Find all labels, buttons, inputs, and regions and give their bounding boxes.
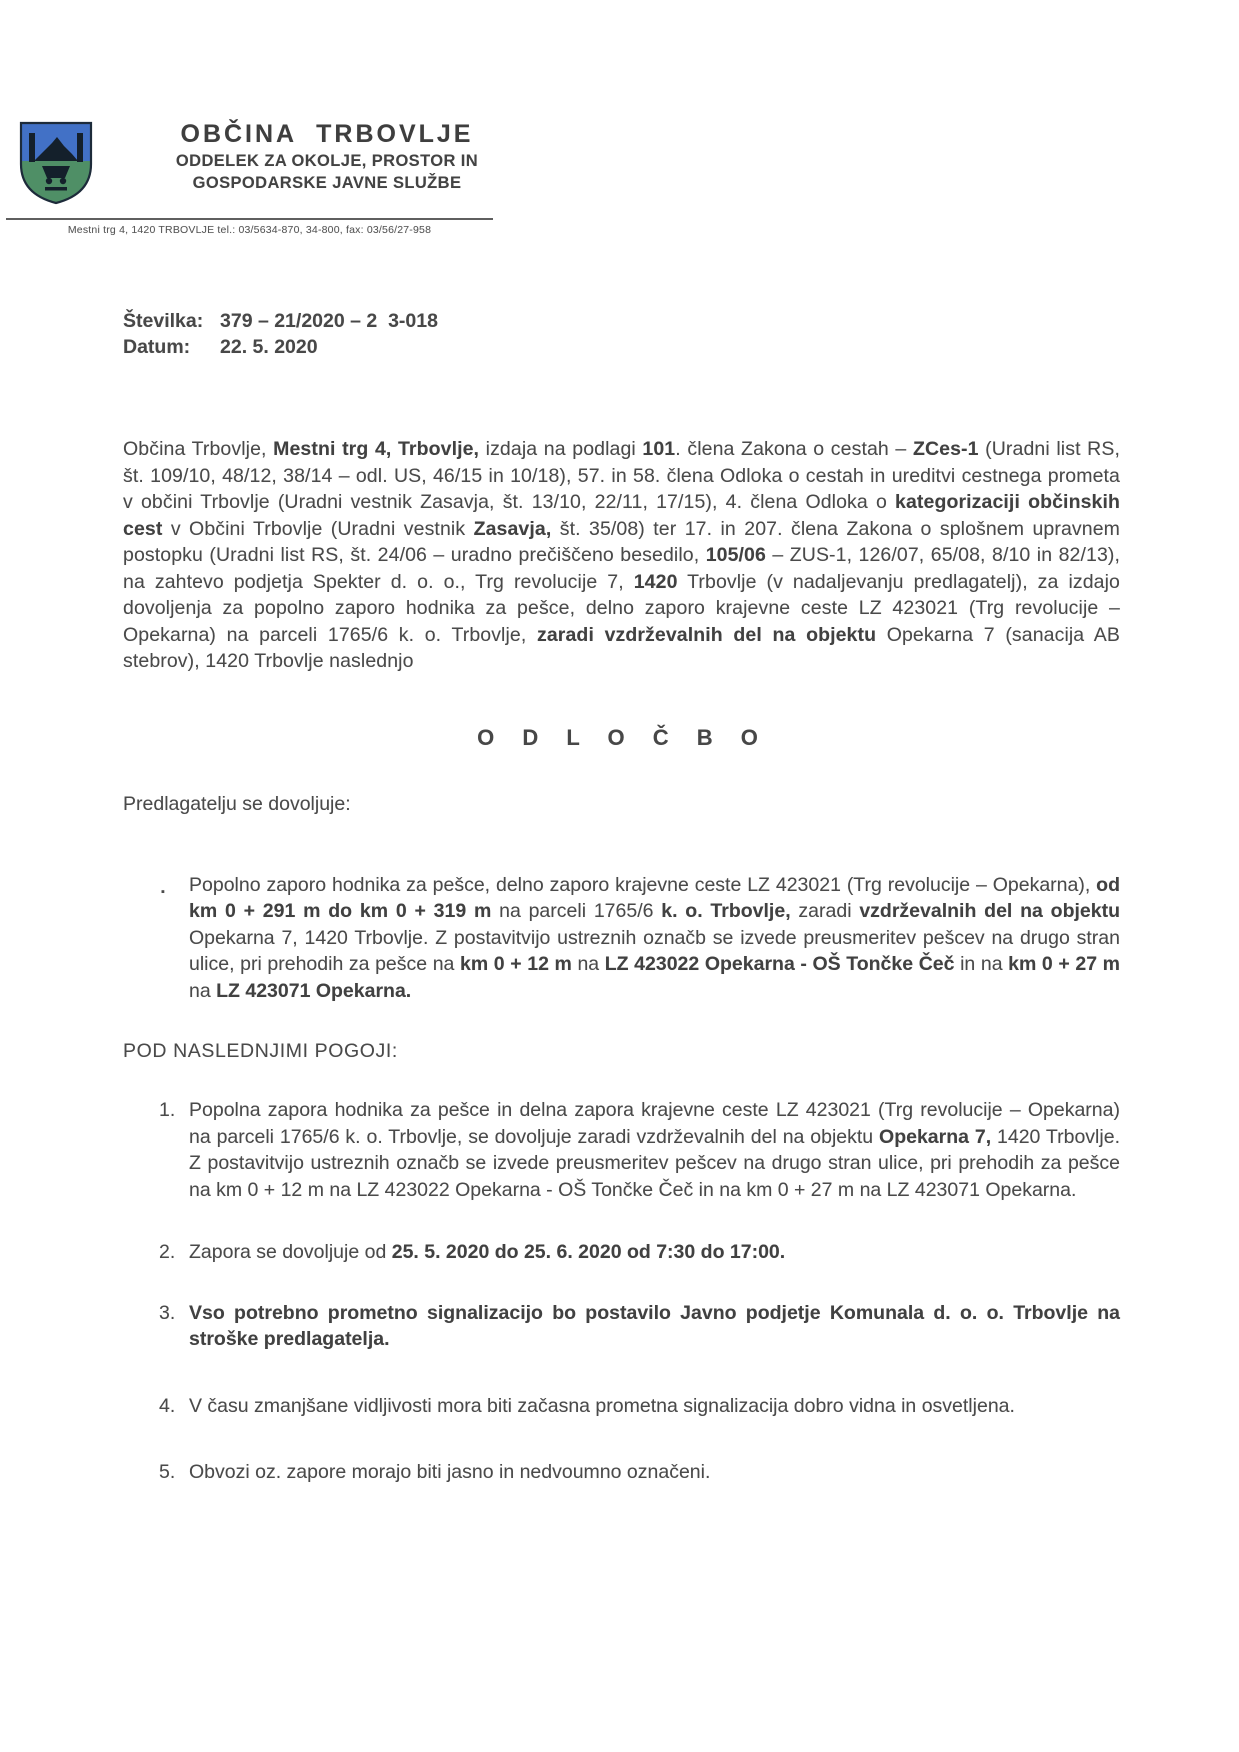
document-meta	[123, 308, 1120, 360]
condition-text: Obvozi oz. zapore morajo biti jasno in nedvoumno označeni.	[189, 1461, 711, 1483]
letterhead	[17, 0, 1239, 211]
letterhead-divider	[6, 218, 493, 238]
legal-basis-paragraph: Občina Trbovlje, Mestni trg 4, Trbovlje, izdaja na podlagi 101. člena Zakona o cestah – ZCes-1 (Uradni list RS, št. 109/10, 48/12, 38/14 – odl. US, 46/15 in 10/18), 57. in 58. člena Odloka o cestah in ureditvi cestnega prometa v občini Trbovlje (Uradni vestnik Zasavja, št. 13/10, 22/11, 17/15), 4. člena Odloka o kategorizaciji občinskih cest v Občini Trbovlje (Uradni vestnik Zasavja, št. 35/08) ter 17. in 207. člena Zakona o splošnem upravnem postopku (Uradni list RS, št. 24/06 – uradno prečiščeno besedilo, 105/06 – ZUS-1, 126/07, 65/08, 8/10 in 82/13), na zahtevo podjetja Spekter d. o. o., Trg revolucije 7, 1420 Trbovlje (v nadaljevanju predlagatelj), za izdajo dovoljenja za popolno zaporo hodnika za pešce, delno zaporo krajevne ceste LZ 423021 (Trg revolucije – Opekarna) na parceli 1765/6 k. o. Trbovlje, zaradi vzdrževalnih del na objektu Opekarna 7 (sanacija AB stebrov), 1420 Trbovlje naslednjo	[123, 438, 1121, 672]
conditions-heading: POD NASLEDNJIMI POGOJI:	[123, 1040, 398, 1062]
condition-number: 1.	[159, 1099, 176, 1121]
condition-item-4	[123, 1393, 1120, 1420]
condition-text: Zapora se dovoljuje od 25. 5. 2020 do 25. 6. 2020 od 7:30 do 17:00.	[189, 1241, 786, 1263]
department-line-2: GOSPODARSKE JAVNE SLUŽBE	[192, 174, 462, 192]
condition-item-2	[123, 1239, 1120, 1266]
condition-text: Vso potrebno prometno signalizacijo bo postavilo Javno podjetje Komunala d. o. o. Trbovlje na stroške predlagatelja.	[189, 1301, 1120, 1350]
condition-number: 5.	[159, 1461, 176, 1483]
permission-bullet-item	[123, 872, 1120, 1005]
organization-name: OBČINA TRBOVLJE	[180, 120, 474, 148]
date-label: Datum:	[123, 336, 191, 358]
condition-item-1	[123, 1097, 1120, 1203]
condition-text: Popolna zapora hodnika za pešce in delna zapora krajevne ceste LZ 423021 (Trg revolucije – Opekarna) na parceli 1765/6 k. o. Trbovlje, se dovoljuje zaradi vzdrževalnih del na objektu Opekarna 7, 1420 Trbovlje. Z postavitvijo ustreznih označb se izvede preusmeritev pešcev na drugo stran ulice, pri prehodih za pešce na km 0 + 12 m na LZ 423022 Opekarna - OŠ Tončke Čeč in na km 0 + 27 m na LZ 423071 Opekarna.	[189, 1099, 1120, 1201]
permission-bullet-text: Popolno zaporo hodnika za pešce, delno zaporo krajevne ceste LZ 423021 (Trg revolucije – Opekarna), od km 0 + 291 m do km 0 + 319 m na parceli 1765/6 k. o. Trbovlje, zaradi vzdrževalnih del na objektu Opekarna 7, 1420 Trbovlje. Z postavitvijo ustreznih označb se izvede preusmeritev pešcev na drugo stran ulice, pri prehodih za pešce na km 0 + 12 m na LZ 423022 Opekarna - OŠ Tončke Čeč in na km 0 + 27 m na LZ 423071 Opekarna.	[189, 873, 1121, 1002]
right-chimney	[77, 133, 83, 162]
condition-item-3	[123, 1300, 1120, 1353]
date-row	[123, 334, 1120, 360]
address-line: Mestni trg 4, 1420 TRBOVLJE tel.: 03/5634-870, 34-800, fax: 03/56/27-958	[67, 224, 432, 236]
department-line-1: ODDELEK ZA OKOLJE, PROSTOR IN	[175, 152, 479, 170]
coat-of-arms-icon	[17, 120, 95, 206]
cart-rail	[45, 187, 67, 191]
condition-number: 3.	[159, 1301, 176, 1324]
reference-number-value: 379 – 21/2020 – 2 3-018	[220, 310, 438, 332]
condition-number: 4.	[159, 1394, 176, 1417]
bullet-icon: ▪	[161, 885, 165, 898]
permission-intro-line: Predlagatelju se dovoljuje:	[123, 792, 351, 815]
cart-wheel-right	[60, 178, 66, 184]
letterhead-text	[147, 120, 507, 193]
cart-wheel-left	[46, 178, 52, 184]
municipal-coat-of-arms	[17, 120, 97, 211]
date-value: 22. 5. 2020	[220, 336, 318, 358]
document-body	[0, 308, 1239, 1486]
condition-item-5	[123, 1459, 1120, 1486]
left-chimney	[29, 133, 35, 162]
condition-number: 2.	[159, 1241, 176, 1263]
reference-number-row	[123, 308, 1120, 334]
reference-number-label: Številka:	[123, 310, 204, 332]
condition-text: V času zmanjšane vidljivosti mora biti začasna prometna signalizacija dobro vidna in osvetljena.	[189, 1394, 1015, 1417]
decision-heading: O D L O Č B O	[477, 724, 766, 750]
